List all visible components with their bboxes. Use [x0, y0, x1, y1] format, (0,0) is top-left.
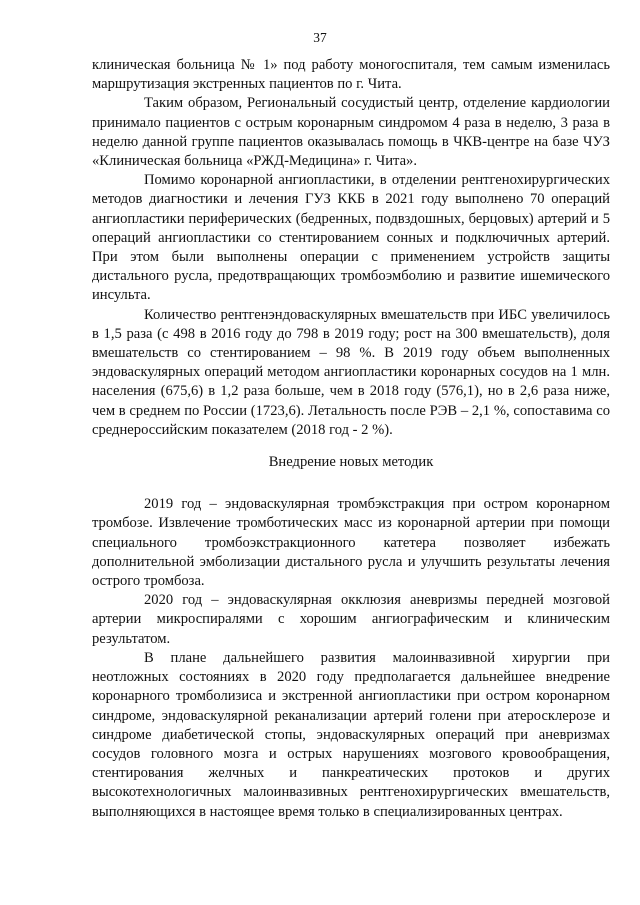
- document-body: [92, 56, 610, 822]
- paragraph: клиническая больница № 1» под работу моногоспиталя, тем самым изменилась маршрутизация экстренных пациентов по г. Чита.: [92, 57, 610, 93]
- paragraph: Таким образом, Региональный сосудистый центр, отделение кардиологии принимало пациентов с острым коронарным синдромом 4 раза в неделю, 3 раза в неделю данной группе пациентов оказывалась помощь в ЧКВ-центре на базе ЧУЗ «Клиническая больница «РЖД-Медицина» г. Чита».: [92, 95, 610, 170]
- paragraph: В плане дальнейшего развития малоинвазивной хирургии при неотложных состояниях в 2020 году предполагается дальнейшее внедрение коронарного тромболизиса и экстренной ангиопластики при остром коронарном синдроме, эндоваскулярной реканализации артерий голени при атеросклерозе и синдроме диабетической стопы, эндоваскулярных операций при аневризмах сосудов головного мозга и острых нарушениях мозгового кровообращения, стентирования желчных и панкреатических протоков и других высокотехнологичных малоинвазивных рентгенохирургических вмешательств, выполняющихся в настоящее время только в специализированных центрах.: [92, 649, 610, 820]
- paragraph: 2019 год – эндоваскулярная тромбэкстракция при остром коронарном тромбозе. Извлечение тромботических масс из коронарной артерии при помощи специального тромбоэкстракционного катетера позволяет избежать дополнительной эмболизации дистального русла и улучшить результаты лечения острого тромбоза.: [92, 496, 610, 590]
- section-heading: Внедрение новых методик: [268, 454, 434, 471]
- paragraph: Помимо коронарной ангиопластики, в отделении рентгенохирургических методов диагностики и лечения ГУЗ ККБ в 2021 году выполнено 70 операций ангиопластики периферических (бедренных, подвздошных, берцовых) артерий и 5 операций ангиопластики со стентированием сонных и подключичных артерий. При этом были выполнены операции с применением устройств защиты дистального русла, предотвращающих тромбоэмболию и развитие ишемического инсульта.: [92, 172, 610, 304]
- paragraph: Количество рентгенэндоваскулярных вмешательств при ИБС увеличилось в 1,5 раза (с 498 в 2016 году до 798 в 2019 году; рост на 300 вмешательств), доля вмешательств со стентированием – 98 %. В 2019 году объем выполненных эндоваскулярных операций методом ангиопластики коронарных сосудов на 1 млн. населения (675,6) в 1,2 раза больше, чем в 2018 году (576,1), но в 2,6 раза ниже, чем в среднем по России (1723,6). Летальность после РЭВ – 2,1 %, сопоставима со среднероссийским показателем (2018 год - 2 %).: [92, 306, 610, 438]
- paragraph: 2020 год – эндоваскулярная окклюзия аневризмы передней мозговой артерии микроспиралями с хорошим ангиографическим и клиническим результатом.: [92, 592, 610, 647]
- page-number: 37: [313, 30, 327, 45]
